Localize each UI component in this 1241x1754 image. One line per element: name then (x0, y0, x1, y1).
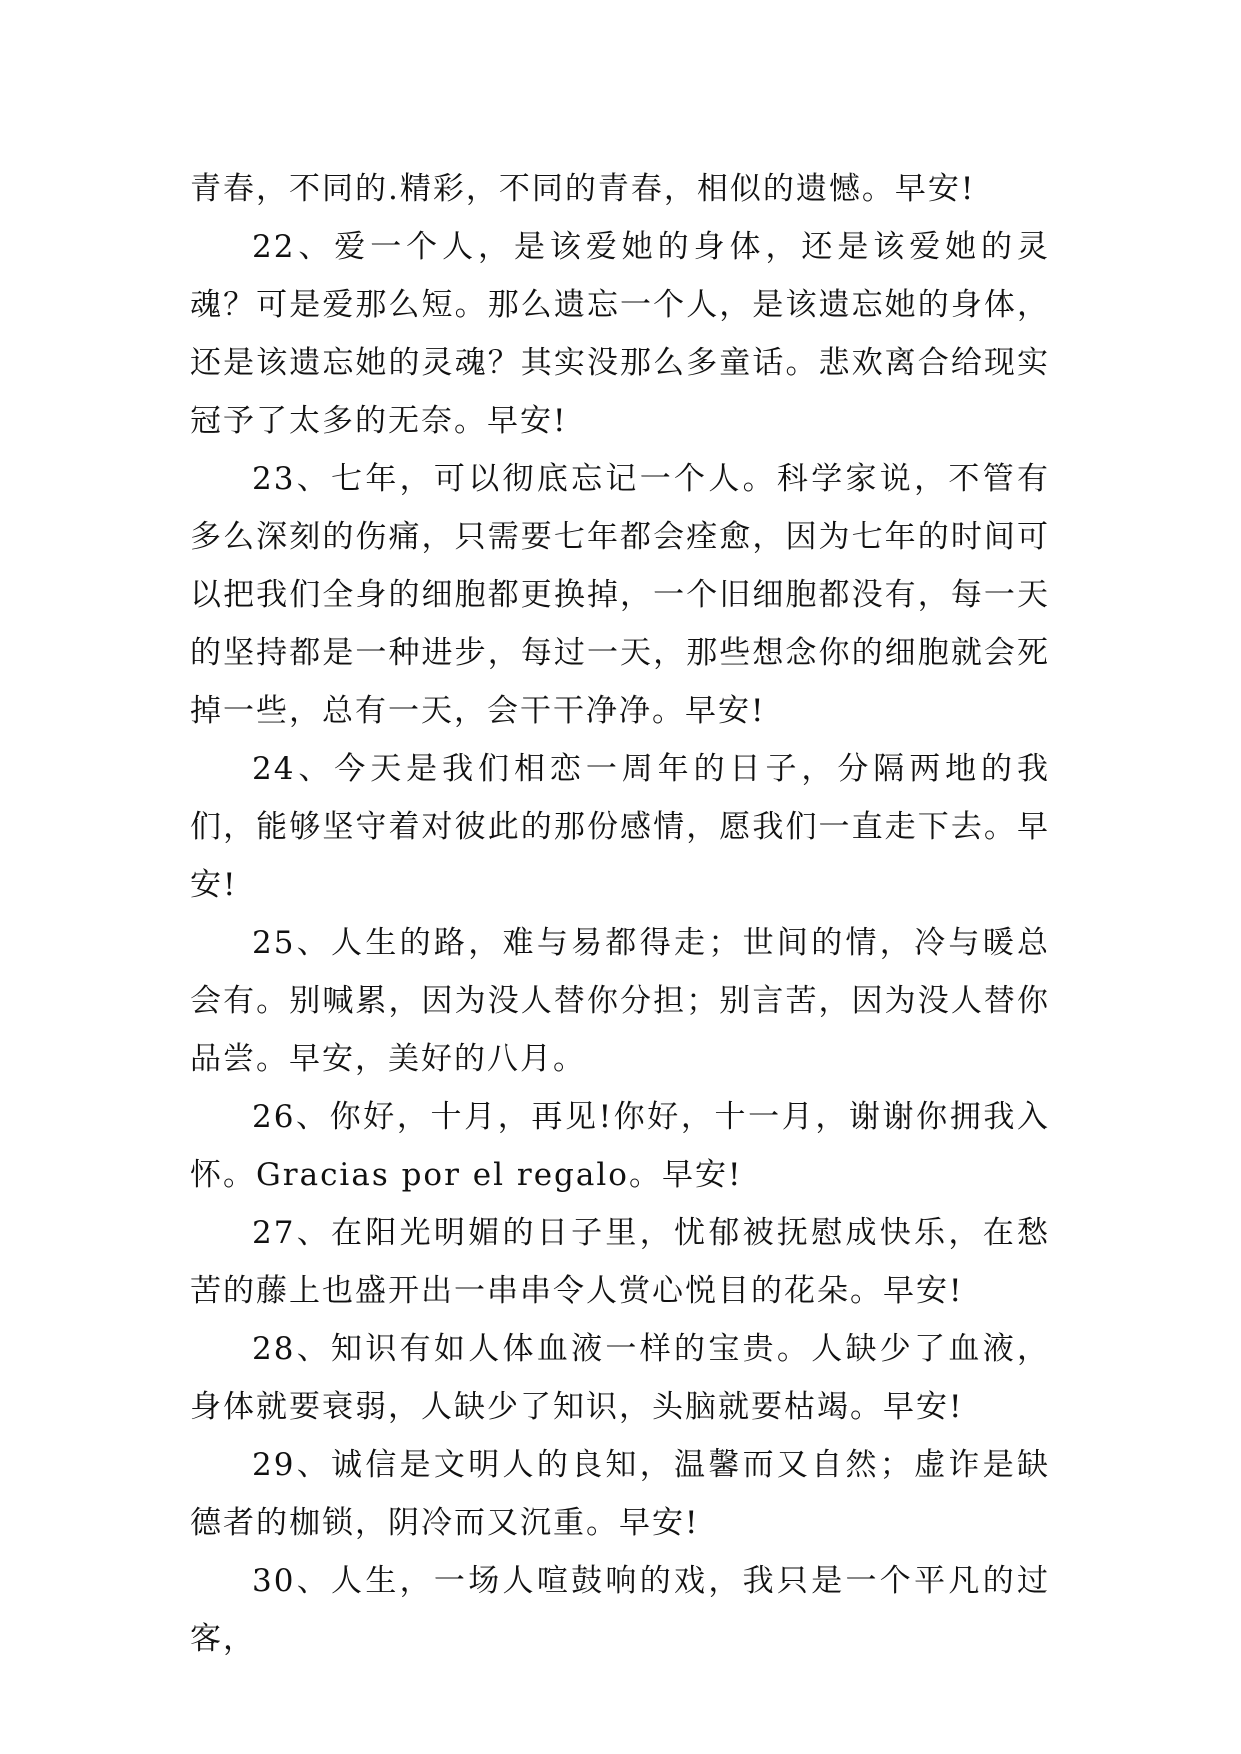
paragraph-24: 24、今天是我们相恋一周年的日子，分隔两地的我们，能够坚守着对彼此的那份感情，愿我们一直走下去。早安! (190, 751, 1050, 903)
paragraph-29: 29、诚信是文明人的良知，温馨而又自然；虚诈是缺德者的枷锁，阴冷而又沉重。早安! (190, 1447, 1050, 1541)
paragraph-25: 25、人生的路，难与易都得走；世间的情，冷与暖总会有。别喊累，因为没人替你分担；别言苦，因为没人替你品尝。早安，美好的八月。 (190, 925, 1050, 1077)
paragraph-23: 23、七年，可以彻底忘记一个人。科学家说，不管有多么深刻的伤痛，只需要七年都会痊愈，因为七年的时间可以把我们全身的细胞都更换掉，一个旧细胞都没有，每一天的坚持都是一种进步，每过一天，那些想念你的细胞就会死掉一些，总有一天，会干干净净。早安! (190, 461, 1050, 729)
paragraph-continuation: 青春，不同的.精彩，不同的青春，相似的遗憾。早安! (190, 171, 976, 207)
paragraph-26: 26、你好，十月，再见!你好，十一月，谢谢你拥我入怀。Gracias por el regalo。早安! (190, 1099, 1050, 1193)
document-body (190, 160, 1050, 1668)
paragraph-22: 22、爱一个人，是该爱她的身体，还是该爱她的灵魂？可是爱那么短。那么遗忘一个人，是该遗忘她的身体，还是该遗忘她的灵魂？其实没那么多童话。悲欢离合给现实冠予了太多的无奈。早安! (190, 229, 1050, 439)
paragraph-28: 28、知识有如人体血液一样的宝贵。人缺少了血液，身体就要衰弱，人缺少了知识，头脑就要枯竭。早安! (190, 1331, 1050, 1425)
paragraph-27: 27、在阳光明媚的日子里，忧郁被抚慰成快乐，在愁苦的藤上也盛开出一串串令人赏心悦目的花朵。早安! (190, 1215, 1050, 1309)
paragraph-30: 30、人生，一场人喧鼓响的戏，我只是一个平凡的过客， (190, 1563, 1050, 1657)
